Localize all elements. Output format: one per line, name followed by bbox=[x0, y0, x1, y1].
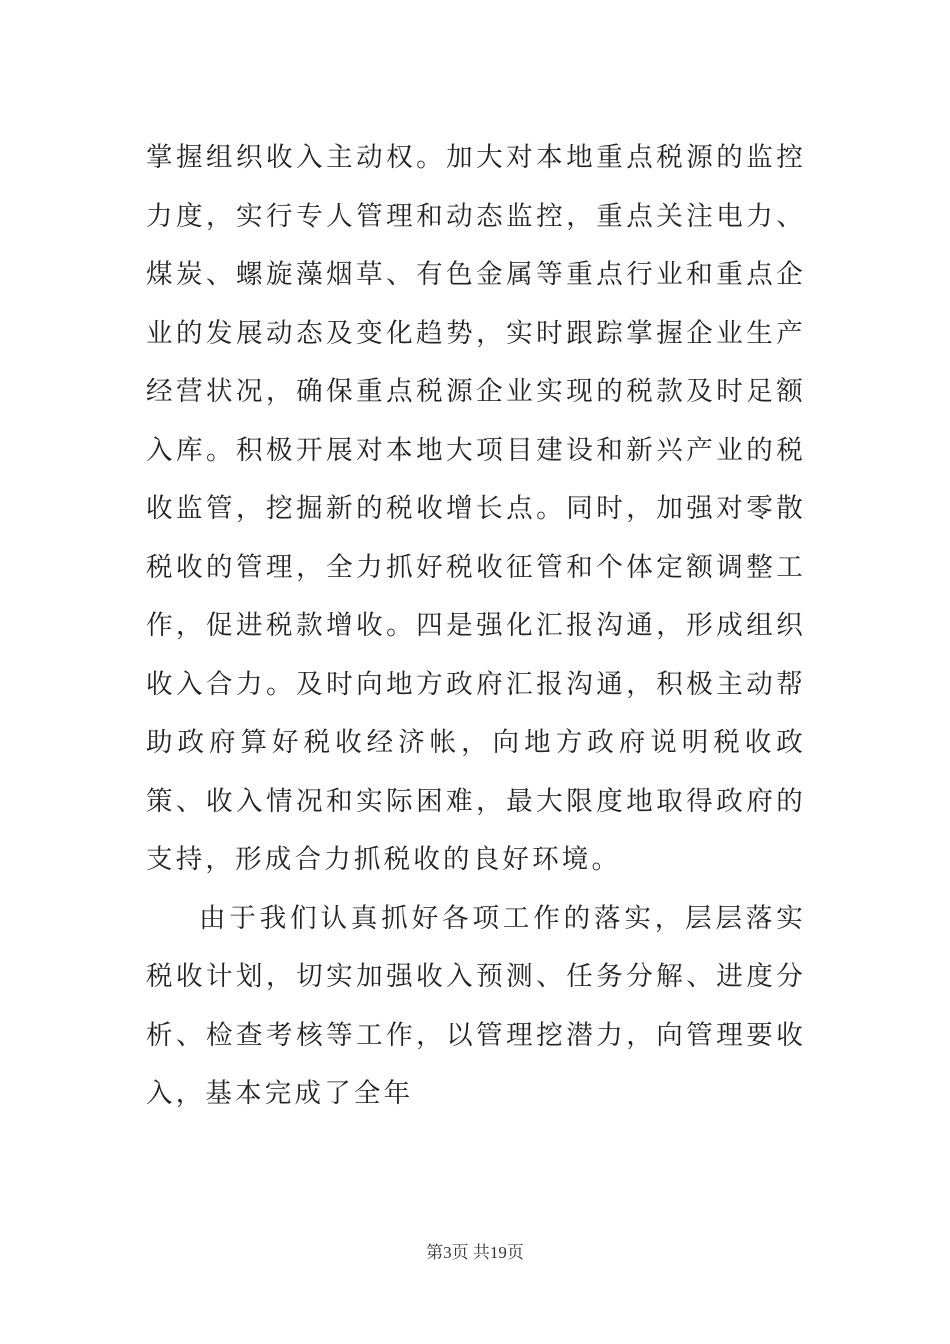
page-number-footer: 第3页 共19页 bbox=[426, 1243, 524, 1262]
paragraph-1: 掌握组织收入主动权。加大对本地重点税源的监控力度，实行专人管理和动态监控，重点关注电力、煤炭、螺旋藻烟草、有色金属等重点行业和重点企业的发展动态及变化趋势，实时跟踪掌握企业生产经营状况，确保重点税源企业实现的税款及时足额入库。积极开展对本地大项目建设和新兴产业的税收监管，挖掘新的税收增长点。同时，加强对零散税收的管理，全力抓好税收征管和个体定额调整工作，促进税款增收。四是强化汇报沟通，形成组织收入合力。及时向地方政府汇报沟通，积极主动帮助政府算好税收经济帐，向地方政府说明税收政策、收入情况和实际困难，最大限度地取得政府的支持，形成合力抓税收的良好环境。 bbox=[146, 142, 806, 875]
document-body bbox=[146, 129, 806, 1124]
paragraph-2: 由于我们认真抓好各项工作的落实，层层落实税收计划，切实加强收入预测、任务分解、进度分析、检查考核等工作，以管理挖潜力，向管理要收入，基本完成了全年 bbox=[146, 902, 806, 1109]
